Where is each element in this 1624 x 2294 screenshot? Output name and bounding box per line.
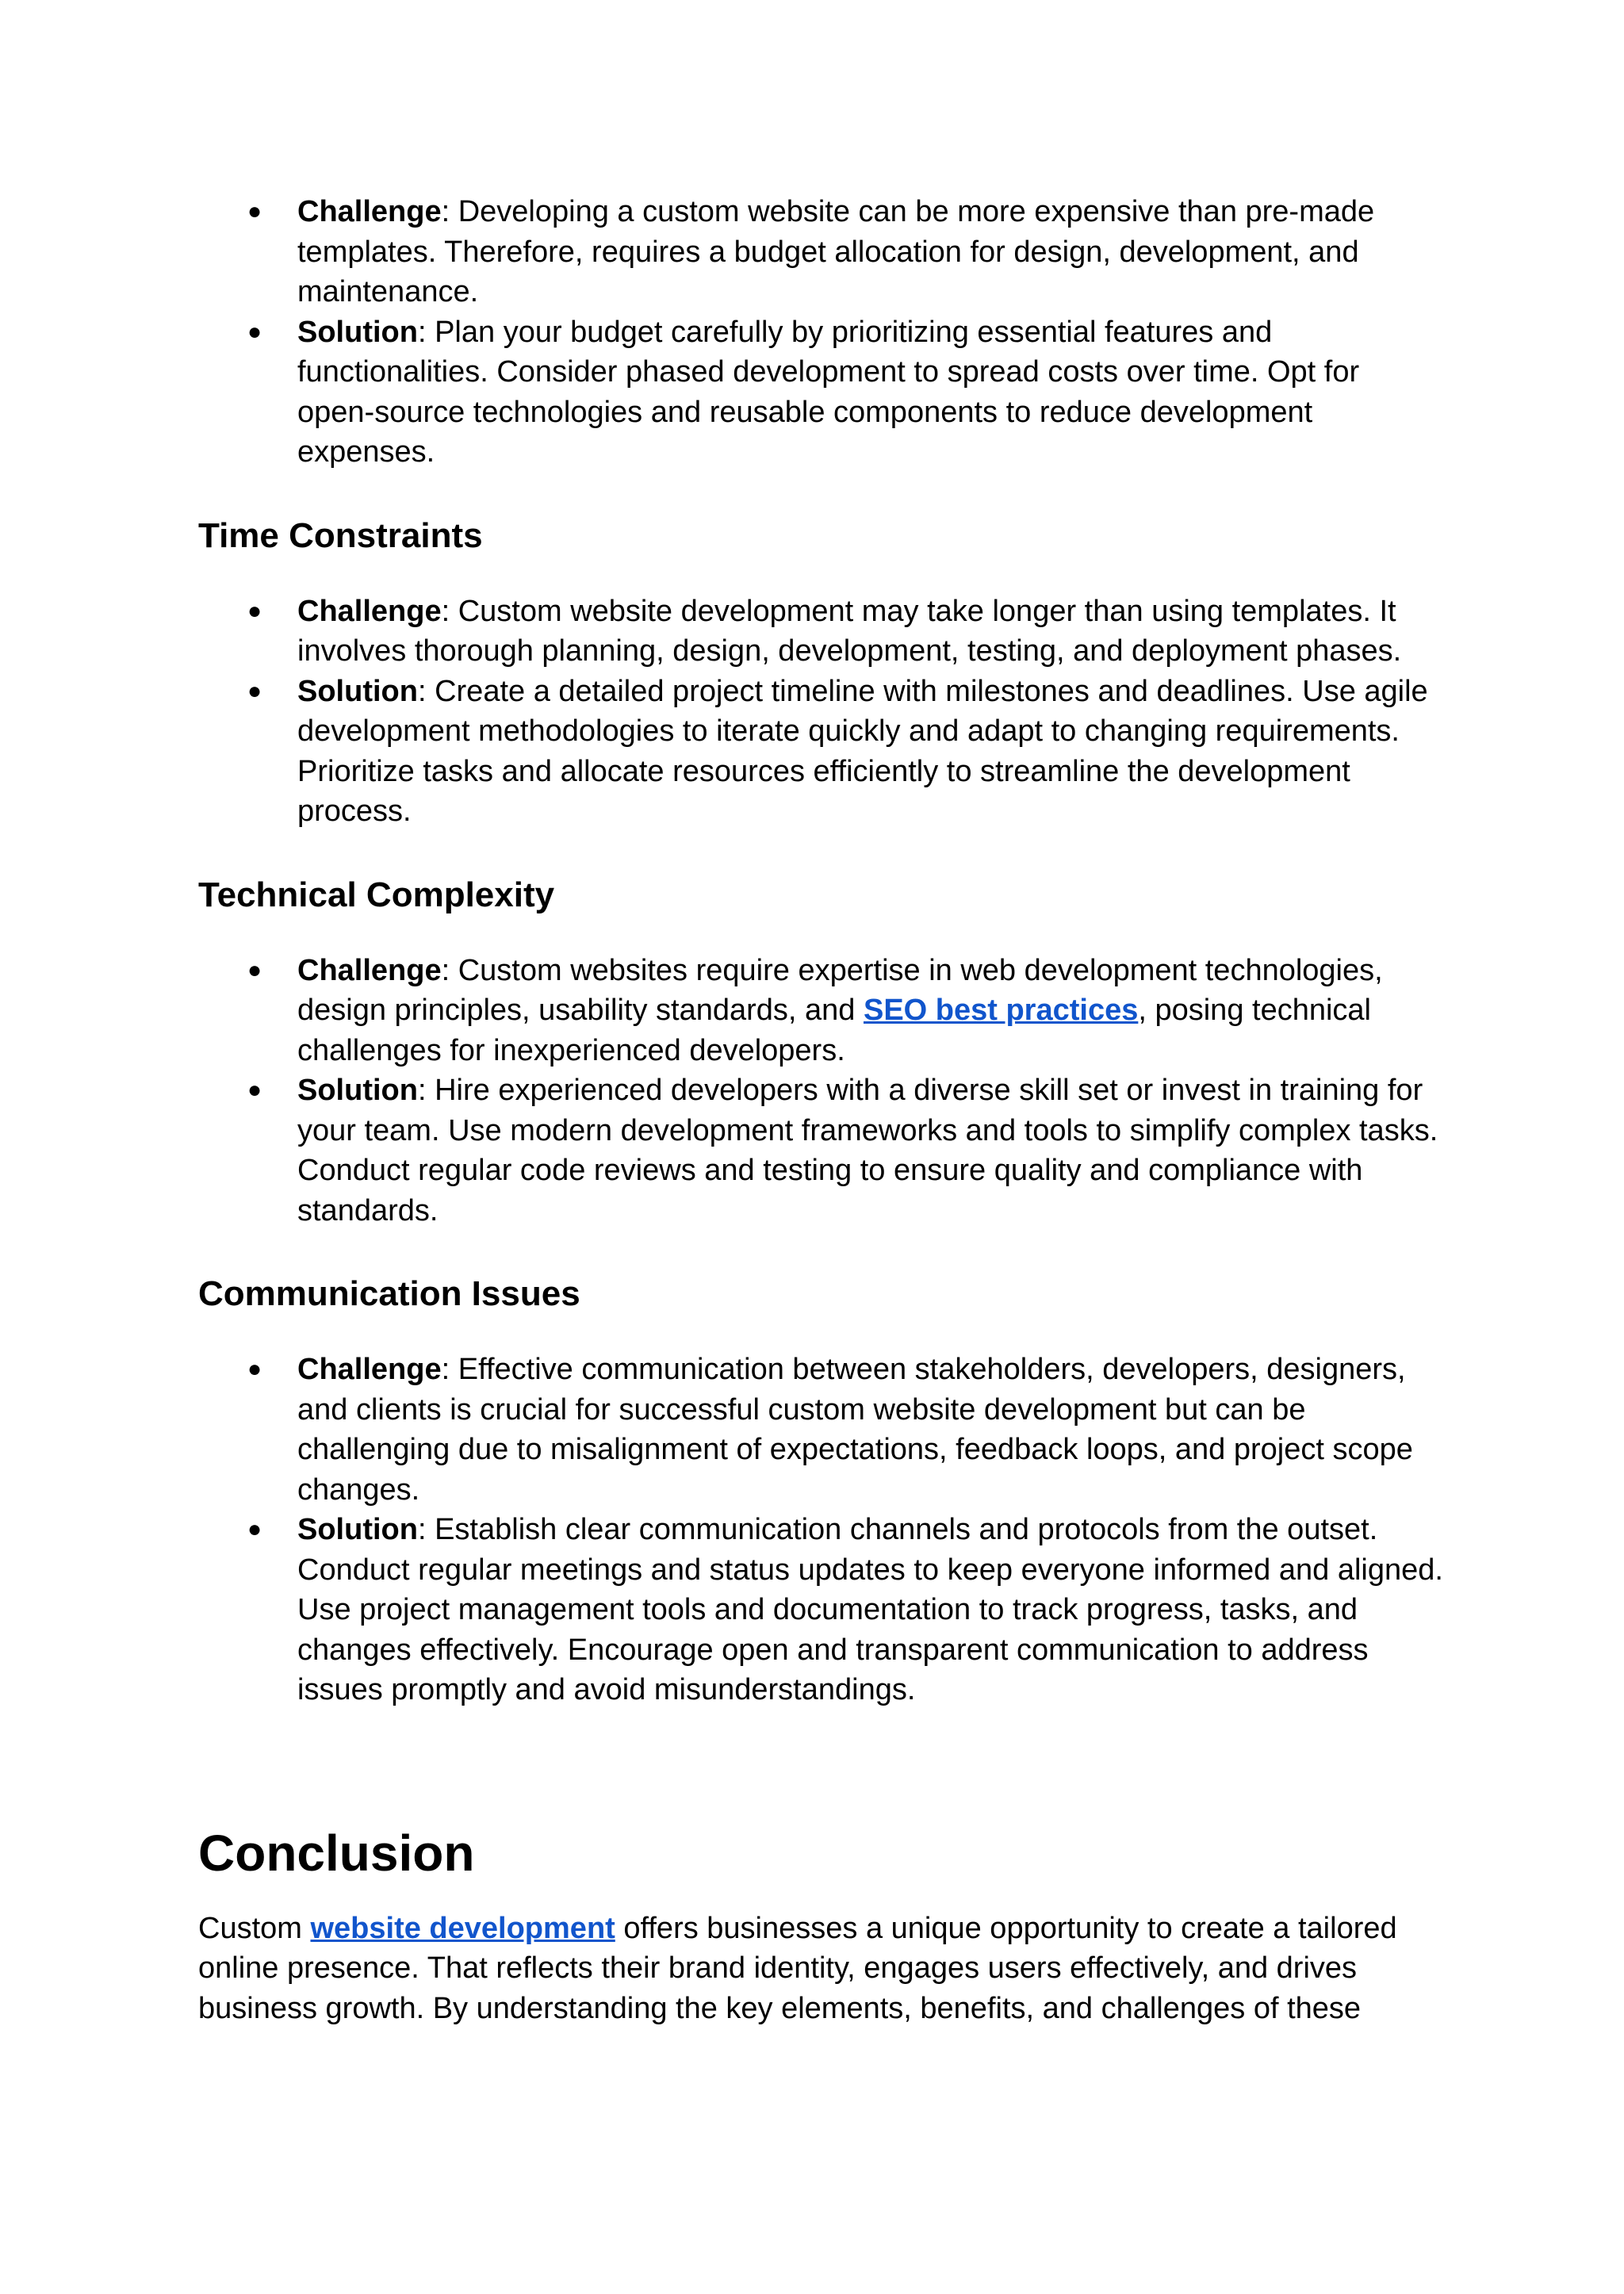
item-label: Challenge [297,953,442,987]
communication-issues-bullet-list [198,1350,1443,1710]
budget-bullet-list [198,192,1443,473]
section-heading-communication-issues: Communication Issues [198,1274,580,1313]
item-label: Solution [297,1074,418,1107]
bullet-icon: ● [247,956,262,983]
list-item [198,1070,1443,1231]
item-text: : Effective communication between stakeholders, developers, designers, and clients is crucial for successful custom website development but can be challenging due to misalignment of expectations, feedback loops, and project scope changes. [297,1353,1413,1507]
item-label: Challenge [297,195,442,228]
item-text: : Create a detailed project timeline with milestones and deadlines. Use agile development methodologies to iterate quickly and adapt to changing requirements. Prioritize tasks and allocate resources efficiently to streamline the development process. [297,674,1428,828]
list-item [198,1510,1443,1710]
conclusion-heading: Conclusion [198,1824,475,1882]
item-label: Challenge [297,594,442,628]
section-heading-technical-complexity: Technical Complexity [198,875,555,914]
item-text: : Custom websites require expertise in web development technologies, design principles, usability standards, and [297,953,1383,1027]
item-text: : Hire experienced developers with a diverse skill set or invest in training for your team. Use modern development frameworks and tools to simplify complex tasks. Conduct regular code reviews and testing to ensure quality and compliance with standards. [297,1074,1438,1227]
paragraph-text: offers businesses a unique opportunity to create a tailored online presence. That reflects their brand identity, engages users effectively, and drives business growth. By understanding the key elements, benefits, and challenges of these [198,1911,1397,2025]
list-item [198,1350,1443,1510]
item-label: Solution [297,1513,418,1546]
bullet-icon: ● [247,597,262,624]
item-label: Solution [297,674,418,708]
list-item [198,592,1443,672]
bullet-icon: ● [247,1516,262,1542]
bullet-icon: ● [247,198,262,224]
technical-complexity-bullet-list [198,951,1443,1231]
time-constraints-bullet-list [198,592,1443,832]
document-page [198,192,1443,2028]
seo-best-practices-link[interactable]: SEO best practices [863,994,1139,1027]
bullet-icon: ● [247,1077,262,1103]
paragraph-text: Custom [198,1911,311,1945]
list-item [198,951,1443,1071]
list-item [198,312,1443,473]
item-text: , posing technical challenges for inexperienced developers. [297,994,1371,1067]
item-label: Challenge [297,1353,442,1386]
website-development-link[interactable]: website development [310,1911,615,1945]
item-text: : Custom website development may take longer than using templates. It involves thorough planning, design, development, testing, and deployment phases. [297,594,1402,668]
list-item [198,672,1443,832]
bullet-icon: ● [247,677,262,704]
item-label: Solution [297,315,418,349]
item-text: : Developing a custom website can be more expensive than pre-made templates. Therefore, requires a budget allocation for design, development, and maintenance. [297,195,1375,308]
bullet-icon: ● [247,318,262,345]
conclusion-paragraph [198,1909,1443,2029]
list-item [198,192,1443,312]
item-text: : Establish clear communication channels and protocols from the outset. Conduct regular meetings and status updates to keep everyone informed and aligned. Use project management tools and documentation to track progress, tasks, and changes effectively. Encourage open and transparent communication to address issues promptly and avoid misunderstandings. [297,1513,1443,1706]
item-text: : Plan your budget carefully by prioritizing essential features and functionalities. Consider phased development to spread costs over time. Opt for open-source technologies and reusable components to reduce development expenses. [297,315,1360,469]
bullet-icon: ● [247,1356,262,1382]
section-heading-time-constraints: Time Constraints [198,515,483,555]
